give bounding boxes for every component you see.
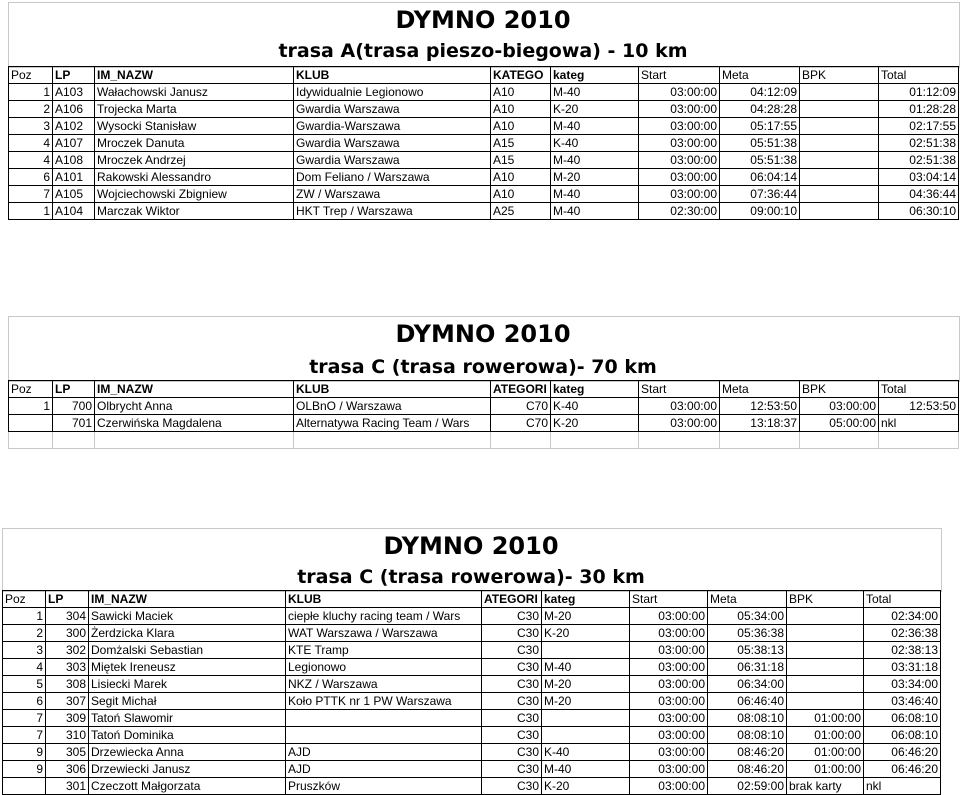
cell-name: Drzewiecki Janusz [89, 761, 286, 778]
cell-club: Gwardia Warszawa [294, 135, 491, 152]
sheet-subtitle: trasa C (trasa rowerowa)- 70 km [309, 356, 657, 378]
cell-bpk [787, 676, 864, 693]
cell-start: 03:00:00 [630, 744, 708, 761]
cell-lp: 302 [46, 642, 89, 659]
cell-total: 12:53:50 [879, 398, 959, 415]
header-category: ATEGORI [491, 381, 551, 398]
table-row [3, 778, 941, 795]
cell-bpk: 01:00:00 [787, 761, 864, 778]
cell-lp: 308 [46, 676, 89, 693]
cell-club [286, 727, 482, 744]
cell-start: 03:00:00 [630, 693, 708, 710]
cell-class: K-20 [542, 625, 630, 642]
table-row [3, 608, 941, 625]
empty-cell [720, 432, 800, 449]
cell-start: 03:00:00 [630, 625, 708, 642]
cell-category: A25 [491, 203, 551, 220]
cell-lp: 307 [46, 693, 89, 710]
cell-lp: 701 [53, 415, 95, 432]
cell-bpk: 01:00:00 [787, 727, 864, 744]
cell-bpk [787, 625, 864, 642]
cell-class: M-20 [542, 608, 630, 625]
cell-class: K-40 [551, 135, 639, 152]
empty-cell [491, 432, 551, 449]
cell-start: 03:00:00 [630, 676, 708, 693]
cell-start: 03:00:00 [639, 169, 720, 186]
cell-club: Gwardia-Warszawa [294, 118, 491, 135]
cell-lp: A106 [53, 101, 95, 118]
cell-club: AJD [286, 761, 482, 778]
header-lp: LP [53, 381, 95, 398]
cell-club: Pruszków [286, 778, 482, 795]
header-finish: Meta [720, 67, 800, 84]
table-row [9, 398, 959, 415]
cell-finish: 07:36:44 [720, 186, 800, 203]
cell-poz: 1 [9, 203, 53, 220]
cell-finish: 08:08:10 [708, 727, 787, 744]
cell-name: Mroczek Andrzej [95, 152, 294, 169]
cell-bpk: 01:00:00 [787, 710, 864, 727]
header-start: Start [630, 591, 708, 608]
header-bpk: BPK [787, 591, 864, 608]
cell-poz: 2 [9, 101, 53, 118]
cell-poz: 3 [9, 118, 53, 135]
cell-finish: 08:46:20 [708, 761, 787, 778]
cell-class: K-20 [551, 415, 639, 432]
table-row [3, 710, 941, 727]
cell-club: Gwardia Warszawa [294, 152, 491, 169]
cell-name: Żerdzicka Klara [89, 625, 286, 642]
cell-club: Gwardia Warszawa [294, 101, 491, 118]
cell-total: 03:04:14 [879, 169, 959, 186]
cell-lp: 303 [46, 659, 89, 676]
cell-start: 03:00:00 [630, 659, 708, 676]
cell-bpk [787, 693, 864, 710]
cell-lp: 310 [46, 727, 89, 744]
empty-cell [639, 432, 720, 449]
cell-category: C30 [482, 642, 542, 659]
results-table [2, 590, 941, 795]
cell-name: Czerwińska Magdalena [95, 415, 294, 432]
cell-name: Wojciechowski Zbigniew [95, 186, 294, 203]
cell-class: K-40 [551, 398, 639, 415]
cell-lp: 700 [53, 398, 95, 415]
cell-total: nkl [879, 415, 959, 432]
table-row [3, 625, 941, 642]
cell-start: 03:00:00 [639, 101, 720, 118]
cell-name: Mroczek Danuta [95, 135, 294, 152]
cell-poz: 3 [3, 642, 46, 659]
cell-poz: 2 [3, 625, 46, 642]
cell-name: Tatoń Slawomir [89, 710, 286, 727]
cell-class [542, 710, 630, 727]
cell-poz: 1 [3, 608, 46, 625]
cell-club: Alternatywa Racing Team / Wars [294, 415, 491, 432]
cell-club: HKT Trep / Warszawa [294, 203, 491, 220]
header-start: Start [639, 381, 720, 398]
cell-poz: 6 [3, 693, 46, 710]
header-category: KATEGO [491, 67, 551, 84]
cell-total: 06:08:10 [864, 727, 941, 744]
cell-category: C30 [482, 778, 542, 795]
cell-total: 02:38:13 [864, 642, 941, 659]
sheet-subtitle: trasa C (trasa rowerowa)- 30 km [297, 566, 645, 588]
cell-lp: A107 [53, 135, 95, 152]
cell-total: 06:08:10 [864, 710, 941, 727]
cell-club: Idywidualnie Legionowo [294, 84, 491, 101]
cell-class: M-20 [542, 693, 630, 710]
cell-finish: 04:28:28 [720, 101, 800, 118]
cell-class: M-20 [542, 676, 630, 693]
cell-bpk [800, 152, 879, 169]
cell-bpk: 05:00:00 [800, 415, 879, 432]
header-name: IM_NAZW [95, 381, 294, 398]
cell-bpk [787, 608, 864, 625]
header-row [9, 67, 959, 84]
header-club: KLUB [286, 591, 482, 608]
cell-class: K-40 [542, 744, 630, 761]
cell-name: Segit Michał [89, 693, 286, 710]
cell-category: C30 [482, 659, 542, 676]
cell-finish: 08:46:20 [708, 744, 787, 761]
cell-class: M-40 [551, 186, 639, 203]
cell-start: 03:00:00 [639, 415, 720, 432]
cell-finish: 05:51:38 [720, 152, 800, 169]
cell-poz: 7 [3, 727, 46, 744]
cell-poz: 7 [3, 710, 46, 727]
cell-name: Tatoń Dominika [89, 727, 286, 744]
cell-finish: 02:59:00 [708, 778, 787, 795]
table-row [3, 727, 941, 744]
cell-finish: 08:08:10 [708, 710, 787, 727]
cell-club: Dom Feliano / Warszawa [294, 169, 491, 186]
empty-cell [53, 432, 95, 449]
cell-total: 01:28:28 [879, 101, 959, 118]
empty-cell [9, 432, 53, 449]
cell-name: Wałachowski Janusz [95, 84, 294, 101]
cell-category: C30 [482, 625, 542, 642]
cell-lp: 309 [46, 710, 89, 727]
cell-total: 02:36:38 [864, 625, 941, 642]
cell-lp: 301 [46, 778, 89, 795]
cell-name: Drzewiecka Anna [89, 744, 286, 761]
cell-poz [3, 778, 46, 795]
cell-category: C70 [491, 415, 551, 432]
header-bpk: BPK [800, 381, 879, 398]
cell-category: A15 [491, 135, 551, 152]
cell-total: 04:36:44 [879, 186, 959, 203]
table-row [3, 761, 941, 778]
table-row [9, 169, 959, 186]
cell-class: K-20 [542, 778, 630, 795]
cell-class: M-40 [542, 659, 630, 676]
cell-bpk [800, 135, 879, 152]
cell-bpk [787, 659, 864, 676]
cell-category: A10 [491, 186, 551, 203]
cell-total: 03:31:18 [864, 659, 941, 676]
empty-cell [800, 432, 879, 449]
cell-total: 02:34:00 [864, 608, 941, 625]
cell-start: 03:00:00 [639, 135, 720, 152]
cell-finish: 06:31:18 [708, 659, 787, 676]
header-category: ATEGORI [482, 591, 542, 608]
cell-start: 03:00:00 [630, 608, 708, 625]
cell-lp: 305 [46, 744, 89, 761]
cell-poz: 4 [9, 152, 53, 169]
header-poz: Poz [9, 381, 53, 398]
cell-bpk [800, 101, 879, 118]
cell-lp: 304 [46, 608, 89, 625]
cell-lp: A101 [53, 169, 95, 186]
cell-club: OLBnO / Warszawa [294, 398, 491, 415]
cell-finish: 05:51:38 [720, 135, 800, 152]
cell-start: 03:00:00 [630, 710, 708, 727]
header-poz: Poz [9, 67, 53, 84]
header-total: Total [879, 67, 959, 84]
cell-category: C30 [482, 727, 542, 744]
header-lp: LP [53, 67, 95, 84]
table-row [9, 415, 959, 432]
cell-finish: 05:34:00 [708, 608, 787, 625]
cell-lp: A102 [53, 118, 95, 135]
cell-name: Trojecka Marta [95, 101, 294, 118]
cell-total: 06:30:10 [879, 203, 959, 220]
cell-total: 06:46:20 [864, 744, 941, 761]
table-row [9, 118, 959, 135]
header-finish: Meta [708, 591, 787, 608]
cell-bpk: 03:00:00 [800, 398, 879, 415]
cell-bpk [787, 642, 864, 659]
empty-cell [95, 432, 294, 449]
table-row [9, 203, 959, 220]
cell-start: 03:00:00 [630, 727, 708, 744]
cell-bpk [800, 84, 879, 101]
cell-bpk [800, 186, 879, 203]
cell-poz: 9 [3, 761, 46, 778]
table-row [9, 186, 959, 203]
cell-club: Koło PTTK nr 1 PW Warszawa [286, 693, 482, 710]
cell-finish: 12:53:50 [720, 398, 800, 415]
cell-total: 02:17:55 [879, 118, 959, 135]
cell-finish: 06:46:40 [708, 693, 787, 710]
cell-class: M-40 [542, 761, 630, 778]
sheet-title: DYMNO 2010 [383, 532, 559, 560]
cell-class: K-20 [551, 101, 639, 118]
table-row [3, 659, 941, 676]
header-class: kateg [551, 381, 639, 398]
cell-lp: A108 [53, 152, 95, 169]
cell-category: C30 [482, 710, 542, 727]
cell-poz: 1 [9, 84, 53, 101]
cell-club: Legionowo [286, 659, 482, 676]
cell-finish: 06:34:00 [708, 676, 787, 693]
header-total: Total [879, 381, 959, 398]
cell-start: 03:00:00 [639, 152, 720, 169]
cell-total: 06:46:20 [864, 761, 941, 778]
cell-name: Rakowski Alessandro [95, 169, 294, 186]
cell-start: 03:00:00 [639, 398, 720, 415]
table-row [3, 642, 941, 659]
cell-class: M-40 [551, 118, 639, 135]
header-start: Start [639, 67, 720, 84]
header-name: IM_NAZW [89, 591, 286, 608]
cell-bpk [800, 203, 879, 220]
cell-name: Sawicki Maciek [89, 608, 286, 625]
cell-club: AJD [286, 744, 482, 761]
cell-total: 01:12:09 [879, 84, 959, 101]
header-club: KLUB [294, 67, 491, 84]
cell-club: WAT Warszawa / Warszawa [286, 625, 482, 642]
cell-category: C30 [482, 744, 542, 761]
cell-category: C30 [482, 761, 542, 778]
empty-cell [551, 432, 639, 449]
cell-class: M-40 [551, 152, 639, 169]
cell-lp: 300 [46, 625, 89, 642]
cell-total: nkl [864, 778, 941, 795]
cell-category: A10 [491, 118, 551, 135]
results-table [8, 380, 959, 449]
cell-name: Lisiecki Marek [89, 676, 286, 693]
cell-bpk [800, 169, 879, 186]
cell-club: ciepłe kluchy racing team / Wars [286, 608, 482, 625]
sheet-subtitle: trasa A(trasa pieszo-biegowa) - 10 km [278, 40, 688, 62]
cell-class: M-20 [551, 169, 639, 186]
sheet-title: DYMNO 2010 [395, 6, 571, 34]
cell-class [542, 727, 630, 744]
cell-finish: 09:00:10 [720, 203, 800, 220]
cell-name: Domżalski Sebastian [89, 642, 286, 659]
cell-total: 02:51:38 [879, 135, 959, 152]
cell-finish: 06:04:14 [720, 169, 800, 186]
cell-start: 03:00:00 [630, 778, 708, 795]
table-row [9, 84, 959, 101]
header-row [9, 381, 959, 398]
table-row [3, 744, 941, 761]
cell-start: 03:00:00 [630, 642, 708, 659]
cell-class: M-40 [551, 84, 639, 101]
cell-poz: 9 [3, 744, 46, 761]
cell-poz: 4 [3, 659, 46, 676]
cell-class [542, 642, 630, 659]
cell-finish: 05:36:38 [708, 625, 787, 642]
table-row [9, 101, 959, 118]
cell-club [286, 710, 482, 727]
cell-finish: 13:18:37 [720, 415, 800, 432]
cell-finish: 04:12:09 [720, 84, 800, 101]
cell-poz: 6 [9, 169, 53, 186]
cell-poz: 1 [9, 398, 53, 415]
cell-category: A10 [491, 84, 551, 101]
cell-category: C30 [482, 693, 542, 710]
cell-finish: 05:38:13 [708, 642, 787, 659]
cell-lp: A105 [53, 186, 95, 203]
cell-category: C70 [491, 398, 551, 415]
empty-cell [879, 432, 959, 449]
cell-lp: 306 [46, 761, 89, 778]
table-row [3, 693, 941, 710]
header-name: IM_NAZW [95, 67, 294, 84]
empty-row [9, 432, 959, 449]
cell-poz: 7 [9, 186, 53, 203]
cell-start: 03:00:00 [630, 761, 708, 778]
cell-bpk: brak karty [787, 778, 864, 795]
cell-class: M-40 [551, 203, 639, 220]
cell-name: Czeczott Małgorzata [89, 778, 286, 795]
cell-category: A10 [491, 101, 551, 118]
header-poz: Poz [3, 591, 46, 608]
cell-name: Olbrycht Anna [95, 398, 294, 415]
cell-bpk [800, 118, 879, 135]
cell-name: Wysocki Stanisław [95, 118, 294, 135]
cell-club: ZW / Warszawa [294, 186, 491, 203]
cell-poz [9, 415, 53, 432]
header-class: kateg [542, 591, 630, 608]
cell-bpk: 01:00:00 [787, 744, 864, 761]
header-finish: Meta [720, 381, 800, 398]
header-bpk: BPK [800, 67, 879, 84]
table-row [3, 676, 941, 693]
empty-cell [294, 432, 491, 449]
header-total: Total [864, 591, 941, 608]
cell-poz: 5 [3, 676, 46, 693]
header-club: KLUB [294, 381, 491, 398]
results-table [8, 66, 959, 220]
cell-start: 03:00:00 [639, 84, 720, 101]
cell-start: 03:00:00 [639, 186, 720, 203]
header-row [3, 591, 941, 608]
cell-name: Marczak Wiktor [95, 203, 294, 220]
cell-category: A15 [491, 152, 551, 169]
cell-poz: 4 [9, 135, 53, 152]
cell-club: KTE Tramp [286, 642, 482, 659]
cell-name: Miętek Ireneusz [89, 659, 286, 676]
cell-club: NKZ / Warszawa [286, 676, 482, 693]
cell-finish: 05:17:55 [720, 118, 800, 135]
cell-category: C30 [482, 608, 542, 625]
cell-total: 02:51:38 [879, 152, 959, 169]
cell-lp: A104 [53, 203, 95, 220]
header-lp: LP [46, 591, 89, 608]
sheet-title: DYMNO 2010 [395, 320, 571, 348]
table-row [9, 152, 959, 169]
cell-category: C30 [482, 676, 542, 693]
cell-total: 03:34:00 [864, 676, 941, 693]
cell-total: 03:46:40 [864, 693, 941, 710]
table-row [9, 135, 959, 152]
cell-category: A10 [491, 169, 551, 186]
cell-start: 03:00:00 [639, 118, 720, 135]
cell-lp: A103 [53, 84, 95, 101]
header-class: kateg [551, 67, 639, 84]
cell-start: 02:30:00 [639, 203, 720, 220]
